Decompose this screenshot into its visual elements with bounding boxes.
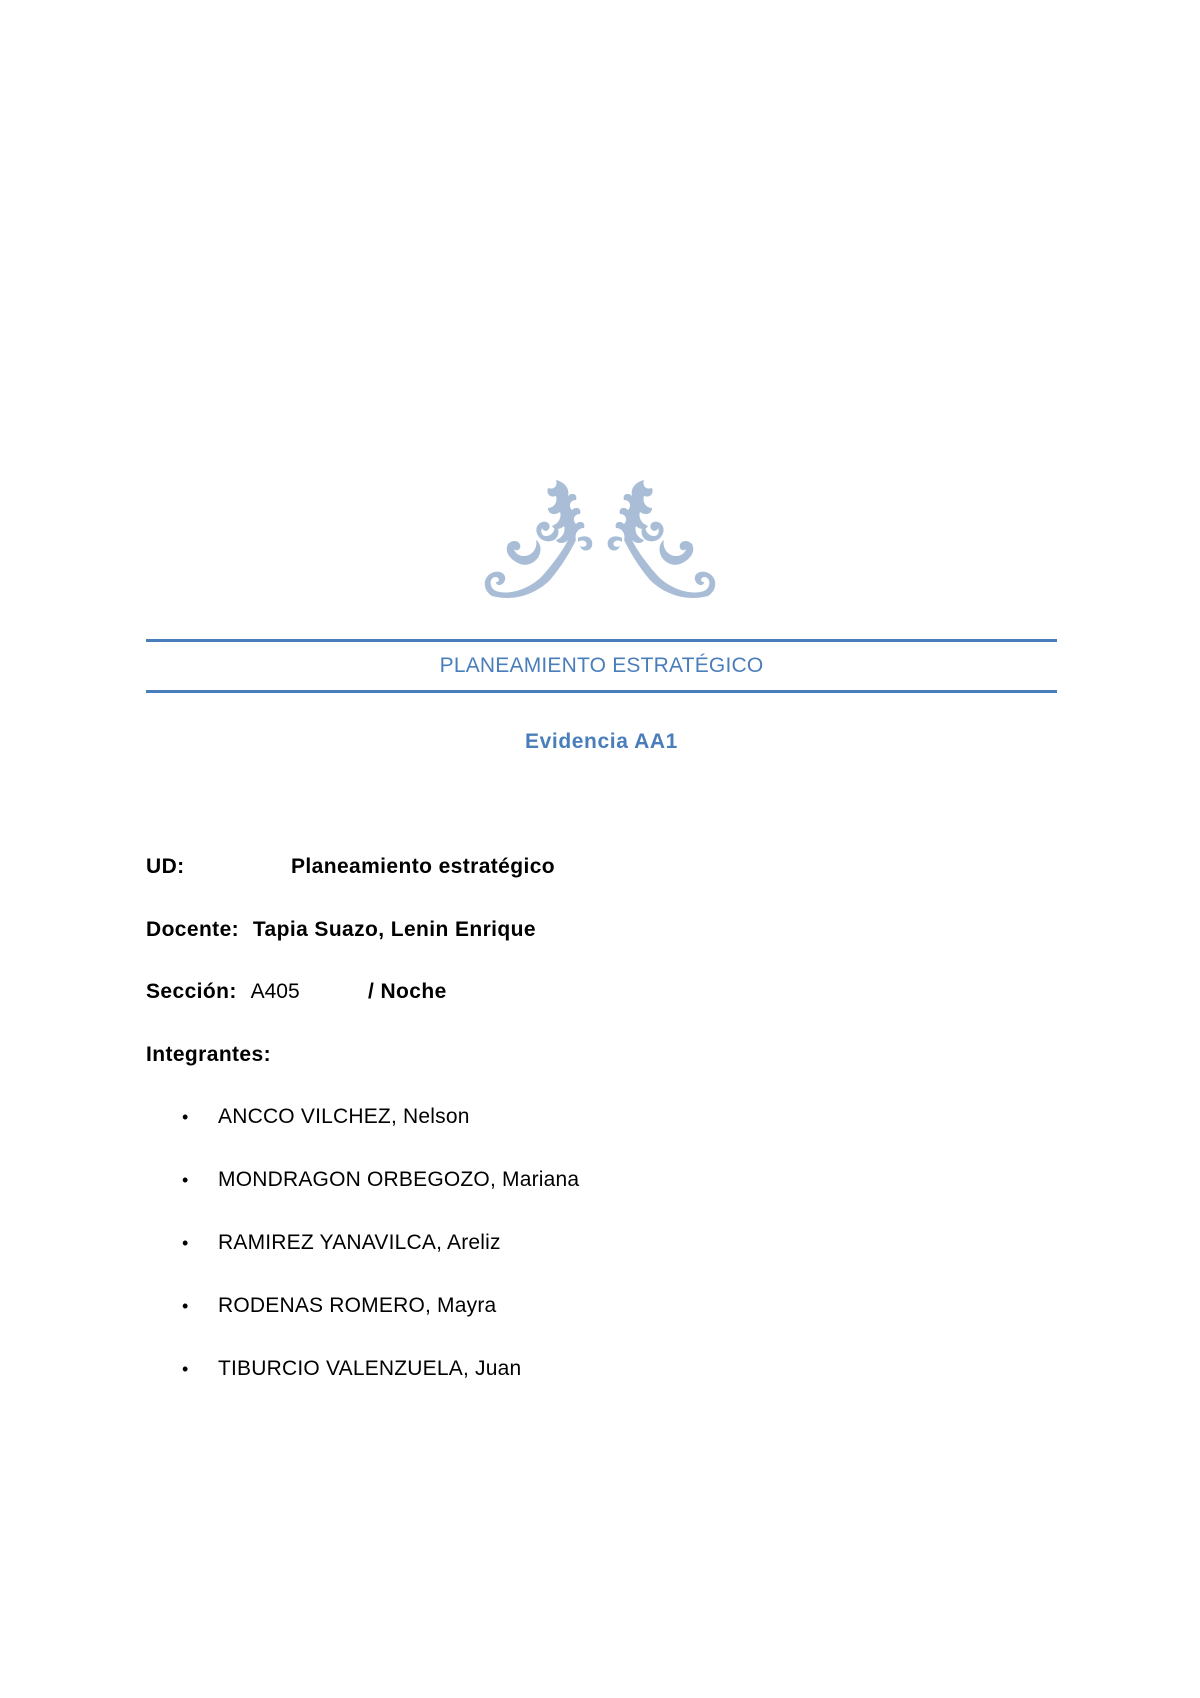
integrantes-label: Integrantes: — [146, 1043, 271, 1066]
docente-value: Tapia Suazo, Lenin Enrique — [252, 918, 536, 941]
bullet-icon: • — [182, 1170, 189, 1190]
document-title: PLANEAMIENTO ESTRATÉGICO — [439, 654, 764, 677]
docente-label: Docente: — [146, 918, 240, 941]
ud-field — [146, 854, 556, 880]
member-name: MONDRAGON ORBEGOZO, Mariana — [218, 1168, 580, 1191]
seccion-value: A405 — [250, 980, 300, 1003]
title-bottom-rule — [146, 690, 1057, 693]
bullet-icon: • — [182, 1359, 189, 1379]
bullet-icon: • — [182, 1233, 189, 1253]
document-subtitle: Evidencia AA1 — [525, 730, 678, 753]
title-top-rule — [146, 639, 1057, 642]
ud-value: Planeamiento estratégico — [291, 855, 556, 878]
turno-value: / Noche — [368, 980, 447, 1003]
bullet-icon: • — [182, 1107, 189, 1127]
docente-field — [146, 917, 536, 943]
member-name: ANCCO VILCHEZ, Nelson — [218, 1105, 470, 1128]
member-name: TIBURCIO VALENZUELA, Juan — [218, 1357, 522, 1380]
seccion-field — [146, 979, 447, 1005]
member-name: RAMIREZ YANAVILCA, Areliz — [218, 1231, 501, 1254]
floral-flourish-icon — [480, 478, 720, 604]
member-name: RODENAS ROMERO, Mayra — [218, 1294, 497, 1317]
seccion-label: Sección: — [146, 980, 237, 1003]
bullet-icon: • — [182, 1296, 189, 1316]
ud-label: UD: — [146, 855, 185, 878]
integrantes-field — [146, 1042, 271, 1068]
